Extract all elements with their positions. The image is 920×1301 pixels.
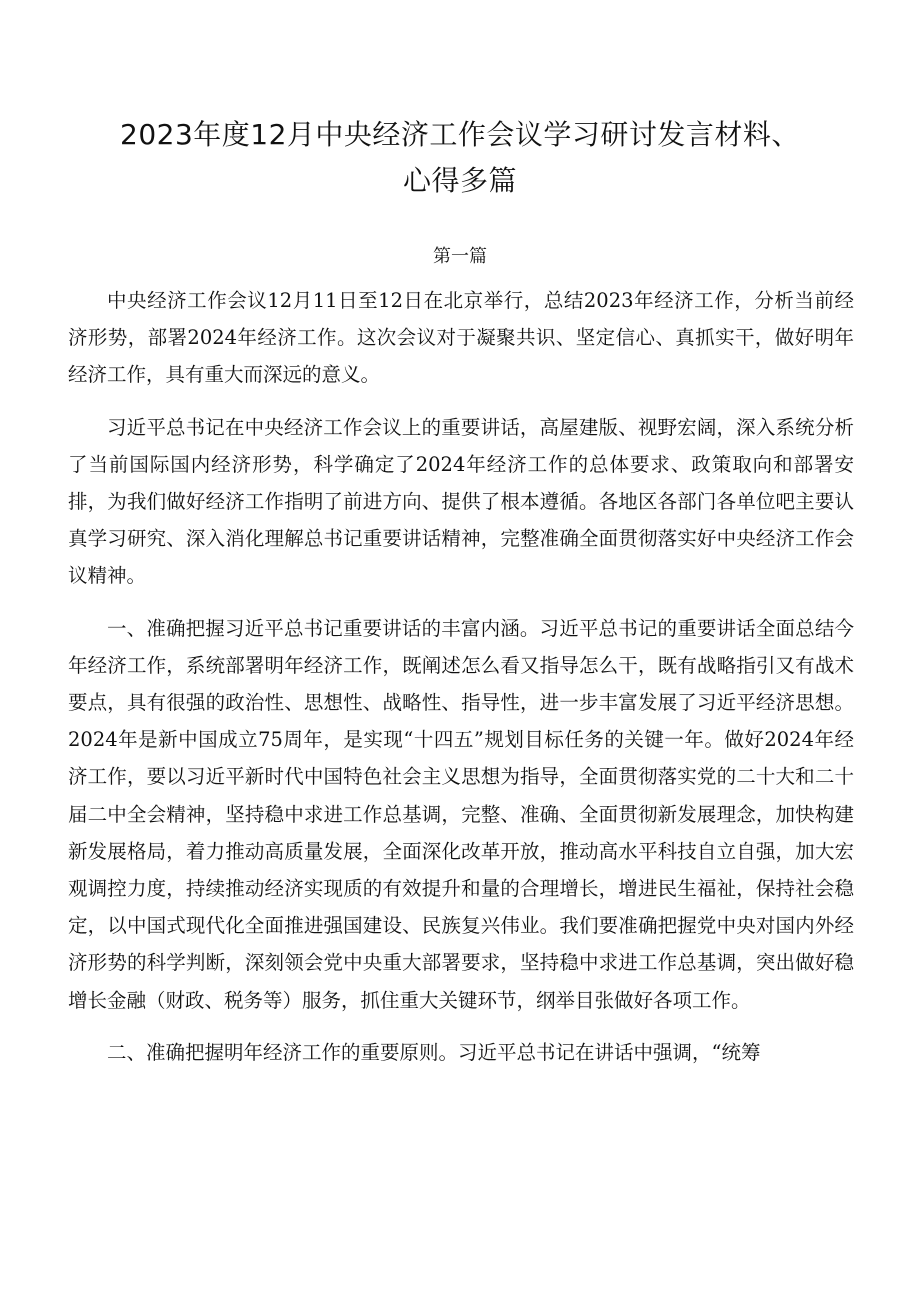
paragraph: 习近平总书记在中央经济工作会议上的重要讲话，高屋建版、视野宏阔，深入系统分析了当前国际国内经济形势，科学确定了2024年经济工作的总体要求、政策取向和部署安排，为我们做好经济工作指明了前进方向、提供了根本遵循。各地区各部门各单位吧主要认真学习研究、深入消化理解总书记重要讲话精神，完整准确全面贯彻落实好中央经济工作会议精神。	[68, 415, 854, 588]
section-heading: 第一篇	[433, 246, 487, 267]
title-line-2: 心得多篇	[402, 164, 517, 197]
document-title	[60, 112, 860, 204]
document-body	[68, 282, 854, 1086]
paragraph: 二、准确把握明年经济工作的重要原则。习近平总书记在讲话中强调，“统筹	[107, 1040, 761, 1064]
paragraph: 中央经济工作会议12月11日至12日在北京举行，总结2023年经济工作，分析当前经济形势，部署2024年经济工作。这次会议对于凝聚共识、坚定信心、真抓实干，做好明年经济工作，具有重大而深远的意义。	[68, 289, 854, 387]
title-line-1: 2023年度12月中央经济工作会议学习研讨发言材料、	[120, 118, 800, 151]
paragraph: 一、准确把握习近平总书记重要讲话的丰富内涵。习近平总书记的重要讲话全面总结今年经济工作，系统部署明年经济工作，既阐述怎么看又指导怎么干，既有战略指引又有战术要点，具有很强的政治性、思想性、战略性、指导性，进一步丰富发展了习近平经济思想。2024年是新中国成立75周年，是实现“十四五”规划目标任务的关键一年。做好2024年经济工作，要以习近平新时代中国特色社会主义思想为指导，全面贯彻落实党的二十大和二十届二中全会精神，坚持稳中求进工作总基调，完整、准确、全面贯彻新发展理念，加快构建新发展格局，着力推动高质量发展，全面深化改革开放，推动高水平科技自立自强，加大宏观调控力度，持续推动经济实现质的有效提升和量的合理增长，增进民生福祉，保持社会稳定，以中国式现代化全面推进强国建设、民族复兴伟业。我们要准确把握党中央对国内外经济形势的科学判断，深刻领会党中央重大部署要求，坚持稳中求进工作总基调，突出做好稳增长金融（财政、税务等）服务，抓住重大关键环节，纲举目张做好各项工作。	[68, 616, 854, 1012]
